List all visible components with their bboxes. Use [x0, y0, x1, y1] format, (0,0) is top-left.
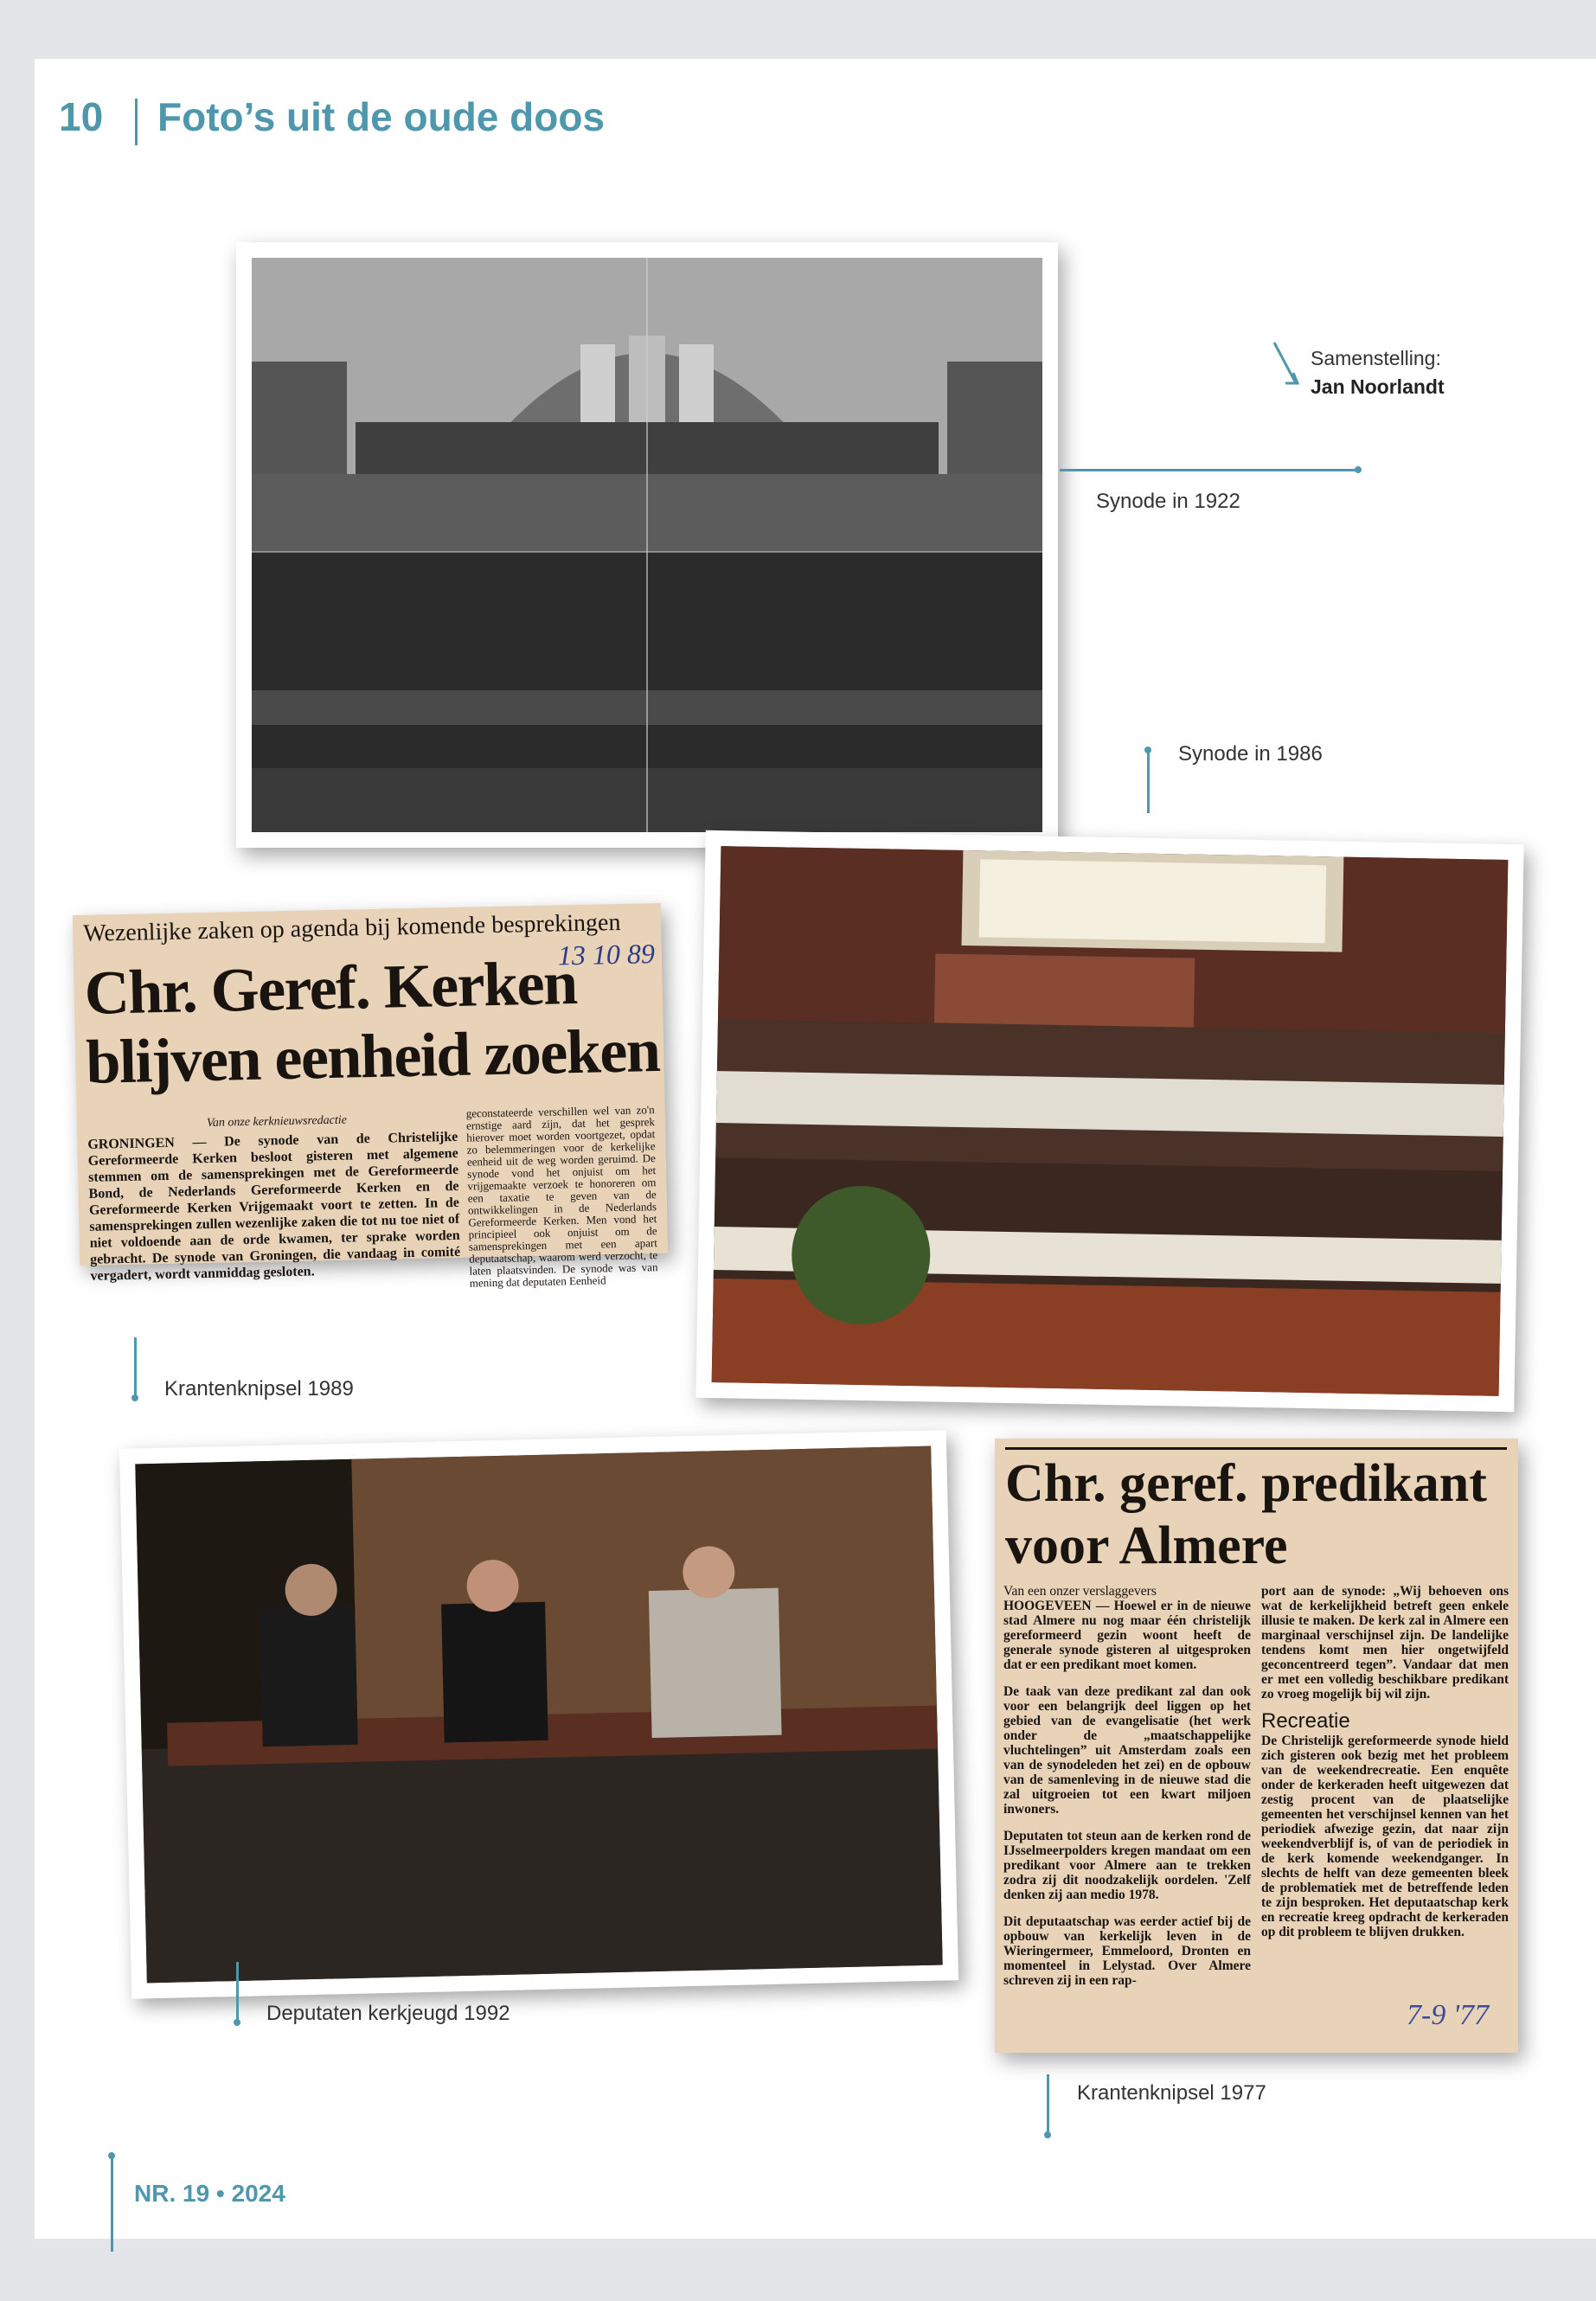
clipping-1989-byline: Van onze kerknieuwsredactie	[206, 1113, 348, 1130]
caption-synode-1922: Synode in 1922	[1096, 490, 1240, 513]
caption-line-1986	[1147, 751, 1150, 813]
page-title: Foto’s uit de oude doos	[157, 94, 606, 139]
clipping-1989-headline-line1: Chr. Geref. Kerken	[83, 947, 578, 1028]
issue-number: NR. 19 • 2024	[134, 2180, 285, 2207]
caption-dot-1986	[1144, 747, 1151, 753]
credit-arrow-icon	[1270, 340, 1304, 392]
caption-deputaten-1992: Deputaten kerkjeugd 1992	[266, 2002, 510, 2025]
clipping-1977-column-right	[1261, 1584, 1509, 1952]
caption-line-1992	[236, 1962, 239, 2022]
caption-dot-1992	[234, 2019, 240, 2026]
caption-dot-1922	[1355, 466, 1362, 473]
clipping-1977-subhead: Recreatie	[1261, 1709, 1350, 1733]
caption-knipsel-1977: Krantenknipsel 1977	[1077, 2081, 1266, 2105]
clipping-1977-handwritten-date: 7-9 '77	[1407, 1999, 1490, 2031]
clipping-1977-p5: port aan de synode: „Wij behoeven ons wat de kerkelijkheid betreft geen enkele illusie te maken. De kerk zal in Almere een marginaal verschijnsel zijn. De landelijke tendens komt men hier ongetwijfeld geconcentreerd tegen”. Vandaar dat men er met een volledig beschikbare predikant zo vroeg mogelijk bij wil zijn.	[1261, 1584, 1509, 1702]
clipping-1977-p4: Dit deputaatschap was eerder actief bij de opbouw van kerkelijk leven in de Wieringermeer, Emmeloord, Dronten en momenteel in Lelystad. Over Almere schreven zij in een rap-	[1003, 1914, 1251, 1988]
clipping-1977-rule	[1005, 1447, 1507, 1450]
clipping-1989-kicker: Wezenlijke zaken op agenda bij komende besprekingen	[82, 908, 621, 947]
caption-dot-1989	[131, 1394, 138, 1401]
clipping-1977-headline-line1: Chr. geref. predikant	[1005, 1454, 1487, 1513]
clipping-1977-p6: De Christelijk gereformeerde synode hield zich gisteren ook bezig met het probleem van de weekendrecreatie. Een enquête onder de kerkeraden heeft uitgewezen dat zestig procent van de plaatselijke gemeenten het verschijnsel kennen van het periodiek afwezige gezin, dat naar zijn weekendverblijf is, of van de periodiek in de kerk komende weekendganger. In slechts de helft van deze gemeenten bleek de problematiek met de betreffende leden te zijn besproken. Het deputaatschap kerk en recreatie kreeg opdracht de kerkeraden op dit probleem te blijven drukken.	[1261, 1734, 1509, 1939]
magazine-page	[35, 59, 1596, 2239]
clipping-1989-headline-line2: blijven eenheid zoeken	[85, 1016, 661, 1097]
photo-synode-1986	[695, 830, 1523, 1412]
credit	[1311, 344, 1445, 401]
footer-line	[111, 2157, 113, 2252]
clipping-1977-p2: De taak van deze predikant zal dan ook voor een belangrijk deel liggen op het gebied van de evangelisatie (het werk onder de „maatschappelijke vluchtelingen” uit Amsterdam zoals een van de synodeleden het zei) en de opbouw van de samenleving in de nieuwe stad die zal uitgroeien tot een kwart miljoen inwoners.	[1003, 1684, 1251, 1817]
header-divider	[135, 99, 138, 145]
clipping-1977	[995, 1439, 1518, 2053]
credit-name: Jan Noorlandt	[1311, 375, 1445, 398]
footer-dot	[108, 2152, 115, 2159]
clipping-1977-byline: Van een onzer verslaggevers	[1003, 1584, 1157, 1599]
deputaten-1992-image	[135, 1446, 942, 1984]
clipping-1977-headline-line2: voor Almere	[1005, 1516, 1288, 1575]
clipping-1977-p3: Deputaten tot steun aan de kerken rond de IJsselmeerpolders kregen mandaat om een predikant voor Almere aan te trekken zodra zij dit noodzakelijk oordelen. 'Zelf denken zij aan medio 1978.	[1003, 1829, 1251, 1902]
clipping-1989-handwritten-date: 13 10 89	[557, 938, 656, 971]
clipping-1977-headline	[1005, 1452, 1487, 1577]
clipping-1977-column-left	[1003, 1584, 1251, 2000]
clipping-1989	[73, 903, 668, 1290]
caption-knipsel-1989: Krantenknipsel 1989	[164, 1377, 354, 1400]
page-number: 10	[59, 94, 104, 139]
caption-line-1989	[134, 1337, 137, 1398]
clipping-1989-body-right: geconstateerde verschillen wel van zo'n ernstige aard zijn, dat het gesprek hierover moet worden voortgezet, opdat zo belemmeringen voor de kerkelijke eenheid uit de weg worden geruimd. De synode vond het onjuist om het vrijgemaakte verzoek te honoreren om een taxatie te geven van de ontwikkelingen in de Nederlands Gereformeerde Kerken. Men vond het principieel ook onjuist om de samensprekingen met een apart deputaatschap, waarom werd verzocht, te laten plaatsvinden. De synode was van mening dat deputaten Eenheid	[465, 1103, 658, 1290]
photo-synode-1922	[236, 242, 1058, 848]
caption-synode-1986: Synode in 1986	[1178, 742, 1323, 766]
caption-dot-1977	[1044, 2131, 1051, 2138]
caption-line-1977	[1047, 2074, 1049, 2135]
clipping-1977-p1: HOOGEVEEN — Hoewel er in de nieuwe stad Almere nu nog maar één christelijk gereformeerd gezin woont heeft de generale synode gisteren al uitgesproken dat er een predikant moet komen.	[1003, 1599, 1251, 1672]
synode-1986-image	[712, 846, 1509, 1396]
clipping-1989-body-left: GRONINGEN — De synode van de Christelijke Gereformeerde Kerken besloot gisteren met algemene stemmen om de samensprekingen met de Gereformeerde Bond, de Nederlands Gereformeerde Kerken en de Gereformeerde Kerken Vrijgemaakt voort te zetten. In de samensprekingen zullen wezenlijke zaken die tot nu toe niet of niet voldoende aan de orde kwamen, ter sprake worden gebracht. De synode van Groningen, die vandaag in comité vergadert, wordt vanmiddag gesloten.	[87, 1129, 461, 1284]
synode-1922-image	[252, 258, 1042, 832]
caption-line-1922	[1060, 469, 1358, 471]
credit-label: Samenstelling:	[1311, 347, 1441, 369]
photo-deputaten-1992	[119, 1430, 958, 1999]
